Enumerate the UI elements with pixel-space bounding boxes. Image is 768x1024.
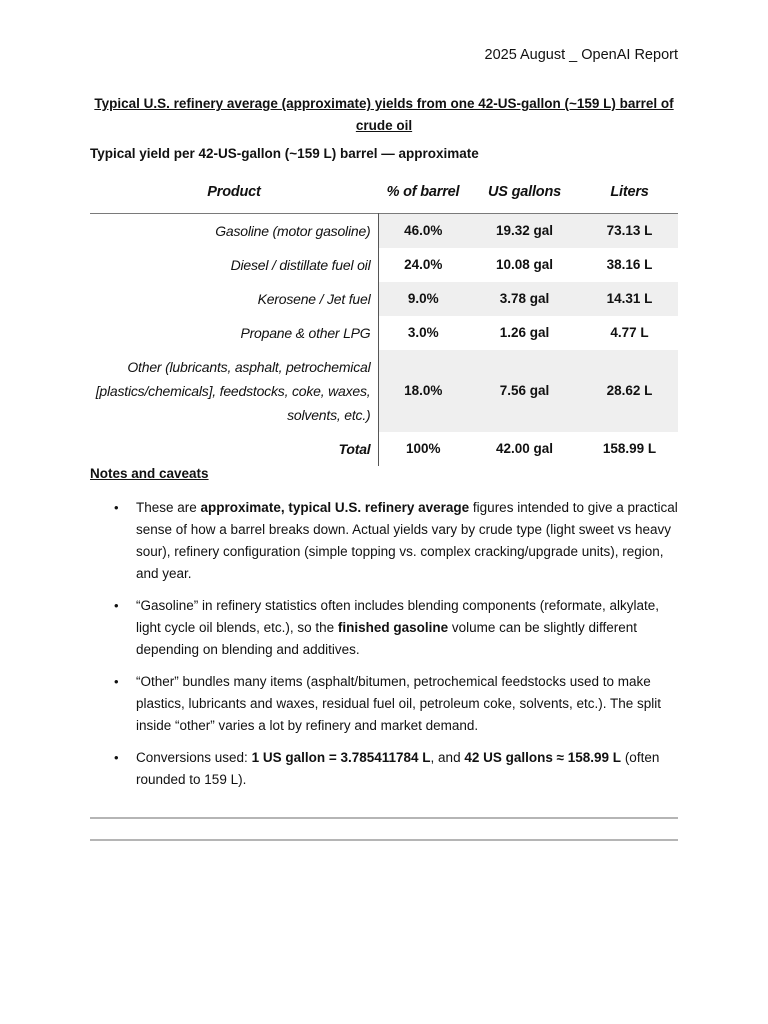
cell-liters: 28.62 L [581, 350, 678, 432]
cell-gallons: 1.26 gal [499, 325, 550, 340]
header-pct: % of barrel [386, 184, 460, 200]
cell-liters: 38.16 L [606, 257, 653, 272]
cell-liters: 73.13 L [581, 214, 678, 248]
list-item [90, 497, 678, 585]
report-header-label: 2025 August _ OpenAI Report [484, 47, 678, 63]
cell-liters: 14.31 L [581, 282, 678, 316]
cell-pct: 3.0% [407, 325, 439, 340]
cell-gallons: 10.08 gal [495, 257, 554, 272]
cell-product: Diesel / distillate fuel oil [90, 248, 378, 282]
note-text: , and [430, 750, 465, 765]
table-row [90, 350, 678, 432]
note-text: “Gasoline” in refinery statistics often includes blending components (reformate, alkylate, light cycle oil blends, etc.), so the [136, 598, 659, 635]
note-text: Conversions used: [136, 750, 252, 765]
note-text: These are [136, 500, 201, 515]
cell-gallons: 19.32 gal [468, 214, 581, 248]
cell-product: Gasoline (motor gasoline) [90, 214, 378, 248]
cell-gallons: 7.56 gal [468, 350, 581, 432]
horizontal-divider [90, 817, 678, 819]
table-row [90, 316, 678, 350]
cell-pct: 24.0% [404, 257, 443, 272]
bullet-icon: • [114, 598, 119, 613]
cell-total-pct: 100% [405, 441, 441, 456]
document-title: Typical U.S. refinery average (approximate) yields from one 42-US-gallon (~159 L) barrel of crude oil [94, 96, 674, 133]
table-row [90, 214, 678, 248]
table-row [90, 282, 678, 316]
table-header-row [90, 171, 678, 214]
note-emphasis: 42 US gallons ≈ 158.99 L [464, 750, 622, 765]
cell-product: Propane & other LPG [90, 316, 378, 350]
cell-liters: 4.77 L [610, 325, 649, 340]
cell-total-label: Total [90, 432, 378, 466]
list-item [90, 671, 678, 737]
bullet-icon: • [114, 674, 119, 689]
header-product: Product [207, 184, 261, 200]
notes-list [90, 497, 678, 801]
table-total-row [90, 432, 678, 466]
note-text: figures intended to give a practical sense of how a barrel breaks down. Actual yields vary by crude type (light sweet vs heavy sour), refinery configuration (simple topping vs. complex cracking/upgrade units), region, and year. [136, 500, 678, 581]
horizontal-divider [90, 839, 678, 841]
list-item [90, 747, 678, 791]
note-emphasis: finished gasoline [337, 620, 449, 635]
notes-heading: Notes and caveats [90, 466, 209, 481]
header-liters: Liters [610, 184, 649, 200]
note-text: “Other” bundles many items (asphalt/bitumen, petrochemical feedstocks used to make plastics, lubricants and waxes, residual fuel oil, petroleum coke, solvents, etc.). The split inside “other” varies a lot by refinery and market demand. [136, 674, 661, 733]
table-caption: Typical yield per 42-US-gallon (~159 L) barrel — approximate [90, 146, 479, 161]
cell-pct: 46.0% [378, 214, 468, 248]
header-gallons: US gallons [488, 184, 561, 200]
note-emphasis: approximate, typical U.S. refinery average [200, 500, 470, 515]
bullet-icon: • [114, 750, 119, 765]
table-row [90, 248, 678, 282]
cell-product: Other (lubricants, asphalt, petrochemical [plastics/chemicals], feedstocks, coke, waxes, solvents, etc.) [90, 350, 378, 432]
note-emphasis: 1 US gallon = 3.785411784 L [251, 750, 431, 765]
bullet-icon: • [114, 500, 119, 515]
note-text: volume can be slightly different depending on blending and additives. [136, 620, 637, 657]
cell-pct: 18.0% [378, 350, 468, 432]
yield-table [90, 171, 678, 466]
cell-gallons: 3.78 gal [468, 282, 581, 316]
cell-pct: 9.0% [378, 282, 468, 316]
cell-total-gallons: 42.00 gal [495, 441, 554, 456]
list-item [90, 595, 678, 661]
cell-product: Kerosene / Jet fuel [90, 282, 378, 316]
note-text: (often rounded to 159 L). [136, 750, 660, 787]
cell-total-liters: 158.99 L [602, 441, 657, 456]
